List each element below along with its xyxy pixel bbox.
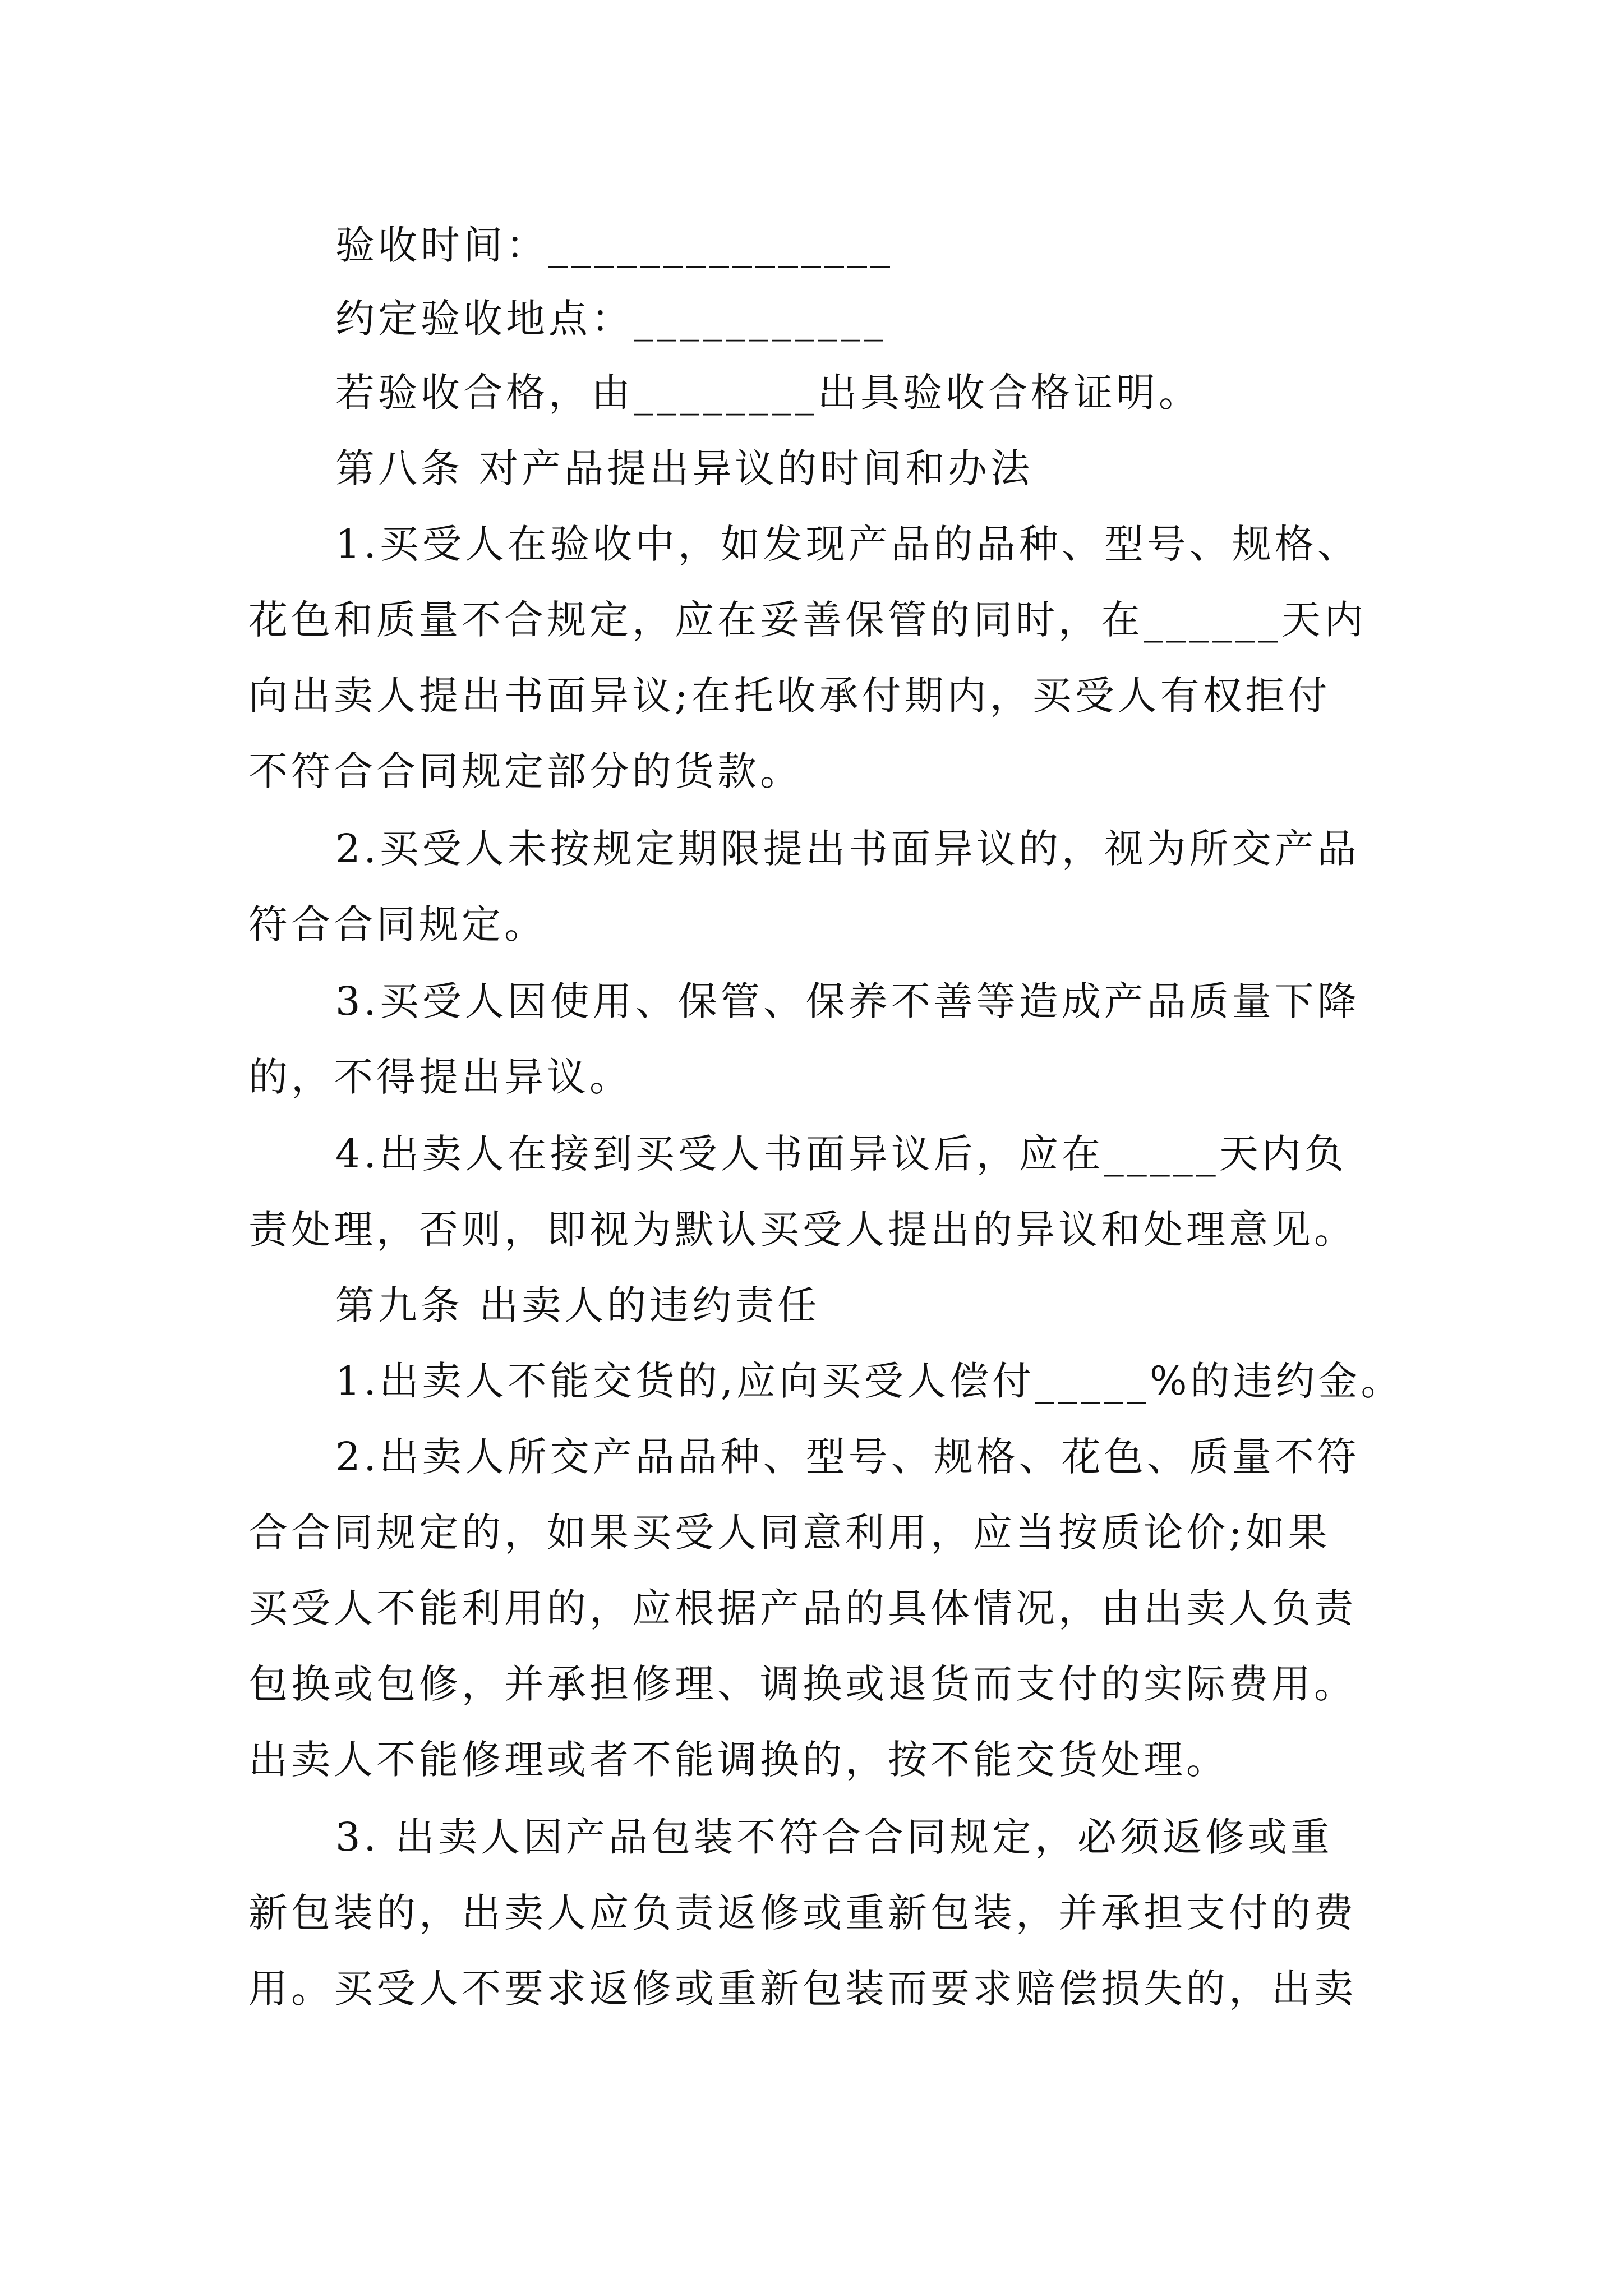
article-8-item-1-line-4: 不符合合同规定部分的货款。 bbox=[248, 748, 803, 794]
article-8-item-2-line-1: 2.买受人未按规定期限提出书面异议的，视为所交产品 bbox=[335, 826, 1360, 872]
article-8-heading: 第八条 对产品提出异议的时间和办法 bbox=[335, 445, 1034, 491]
article-8-item-3-line-2: 的，不得提出异议。 bbox=[248, 1054, 632, 1100]
article-9-item-2-line-1: 2.出卖人所交产品品种、型号、规格、花色、质量不符 bbox=[335, 1434, 1360, 1480]
article-8-item-2-line-2: 符合合同规定。 bbox=[248, 901, 547, 947]
article-9-item-3-line-1: 3. 出卖人因产品包装不符合合同规定，必须返修或重 bbox=[335, 1814, 1334, 1860]
article-9-item-3-line-2: 新包装的，出卖人应负责返修或重新包装，并承担支付的费 bbox=[248, 1890, 1357, 1936]
acceptance-time-line: 验收时间：_______________ bbox=[335, 222, 893, 268]
article-9-item-2-line-2: 合合同规定的，如果买受人同意利用，应当按质论价;如果 bbox=[248, 1510, 1331, 1556]
article-9-item-2-line-4: 包换或包修，并承担修理、调换或退货而支付的实际费用。 bbox=[248, 1661, 1357, 1707]
article-8-item-3-line-1: 3.买受人因使用、保管、保养不善等造成产品质量下降 bbox=[335, 978, 1360, 1024]
article-9-item-3-line-3: 用。买受人不要求返修或重新包装而要求赔偿损失的，出卖 bbox=[248, 1966, 1357, 2012]
article-9-item-2-line-5: 出卖人不能修理或者不能调换的，按不能交货处理。 bbox=[248, 1737, 1229, 1783]
article-8-item-1-line-1: 1.买受人在验收中，如发现产品的品种、型号、规格、 bbox=[335, 521, 1360, 567]
article-9-heading: 第九条 出卖人的违约责任 bbox=[335, 1282, 820, 1328]
article-9-item-1: 1.出卖人不能交货的,应向买受人偿付_____%的违约金。 bbox=[335, 1358, 1404, 1404]
acceptance-certificate-line: 若验收合格，由________出具验收合格证明。 bbox=[335, 370, 1201, 416]
article-9-item-2-line-3: 买受人不能利用的，应根据产品的具体情况，由出卖人负责 bbox=[248, 1585, 1357, 1631]
article-8-item-4-line-1: 4.出卖人在接到买受人书面异议后，应在_____天内负 bbox=[335, 1131, 1347, 1177]
article-8-item-1-line-3: 向出卖人提出书面异议;在托收承付期内，买受人有权拒付 bbox=[248, 673, 1331, 719]
article-8-item-4-line-2: 责处理，否则，即视为默认买受人提出的异议和处理意见。 bbox=[248, 1207, 1357, 1253]
acceptance-location-line: 约定验收地点：___________ bbox=[335, 296, 887, 342]
article-8-item-1-line-2: 花色和质量不合规定，应在妥善保管的同时，在______天内 bbox=[248, 597, 1367, 643]
